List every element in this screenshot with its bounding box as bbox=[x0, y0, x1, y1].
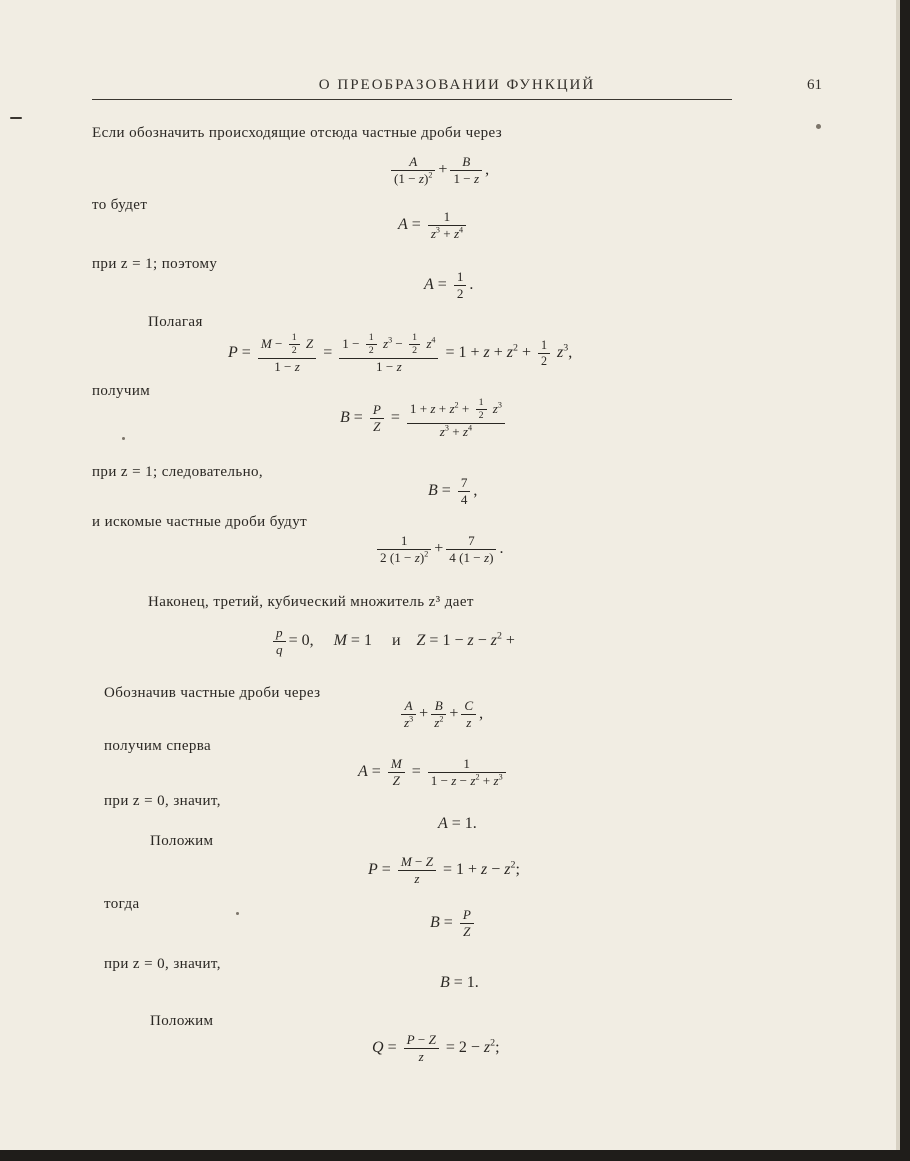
text-line-4: Полагая bbox=[148, 314, 203, 330]
scan-speck bbox=[816, 124, 821, 129]
scan-speck bbox=[236, 912, 239, 915]
text-line-9: Обозначив частные дроби через bbox=[104, 685, 321, 701]
running-header bbox=[92, 77, 822, 97]
equation-p-1: P = M − $\frac{1}{2}$ Z 1 − z = 1 − $\frac{1}{2}$ $z^3$ − $\frac{1}{2}$ $z^4$ 1 − z = $1 + z + z^2$ + $\frac{1}{2}$ $z^3$, bbox=[228, 332, 573, 374]
text-line-6: при z = 1; следовательно, bbox=[92, 464, 264, 480]
text-line-8: Наконец, третий, кубический множитель z³ дает bbox=[148, 594, 474, 610]
scan-speck bbox=[122, 437, 125, 440]
text-line-5: получим bbox=[92, 383, 151, 399]
text-line-15: Положим bbox=[150, 1013, 214, 1029]
text-line-3: при z = 1; поэтому bbox=[92, 256, 218, 272]
equation-b-2: B = $\frac{7}{4}$ , bbox=[428, 475, 478, 507]
equation-partial-fractions-2: $\frac{1}{2 (1 - z)^2}$ + $\frac{7}{4 (1 - z)}$ . bbox=[374, 534, 503, 565]
equation-p-2: P = $\frac{M - Z}{z}$ = $1 + z - z^2$; bbox=[368, 854, 520, 886]
text-line-1: Если обозначить происходящие отсюда частные дроби через bbox=[92, 125, 503, 141]
equation-cubic-factor: $\frac{p}{q}$ = 0, M = 1 и $Z = 1 - z - z^2$ + bbox=[270, 626, 515, 657]
equation-a-2: A = $\frac{1}{2}$ . bbox=[424, 269, 474, 301]
header-rule bbox=[92, 99, 732, 100]
equation-partial-fractions-1: $\frac{A}{(1 - z)^2}$ + $\frac{B}{1 - z}$ , bbox=[388, 155, 489, 186]
text-line-10: получим сперва bbox=[104, 738, 212, 754]
equation-q: Q = $\frac{P - Z}{z}$ = $2 - z^2$; bbox=[372, 1032, 500, 1064]
text-line-12: Положим bbox=[150, 833, 214, 849]
page-number: 61 bbox=[807, 77, 822, 93]
text-line-11: при z = 0, значит, bbox=[104, 793, 221, 809]
equation-partial-fractions-3: $\frac{A}{z^3}$ + $\frac{B}{z^2}$ + $\frac{C}{z}$ , bbox=[398, 699, 483, 730]
text-line-14: при z = 0, значит, bbox=[104, 956, 221, 972]
equation-b-4: B = 1. bbox=[440, 974, 479, 991]
equation-b-1: B = $\frac{P}{Z}$ = $1 + z + z^2$ + $\frac{1}{2}$ $z^3$ $z^3 + z^4$ bbox=[340, 398, 508, 439]
equation-a-4: A = 1. bbox=[438, 815, 477, 832]
equation-a-3: A = $\frac{M}{Z}$ = $\frac{1}{1 - z - z^2 + z^3}$ bbox=[358, 757, 509, 788]
text-line-13: тогда bbox=[104, 896, 140, 912]
header-title: О ПРЕОБРАЗОВАНИИ ФУНКЦИЙ bbox=[318, 77, 596, 93]
equation-a-1: A = $\frac{1}{z^3 + z^4}$ bbox=[398, 210, 469, 241]
scan-mark bbox=[10, 117, 22, 119]
text-line-7: и искомые частные дроби будут bbox=[92, 514, 308, 530]
equation-b-3: B = $\frac{P}{Z}$ bbox=[430, 908, 477, 939]
text-line-2: то будет bbox=[92, 197, 148, 213]
